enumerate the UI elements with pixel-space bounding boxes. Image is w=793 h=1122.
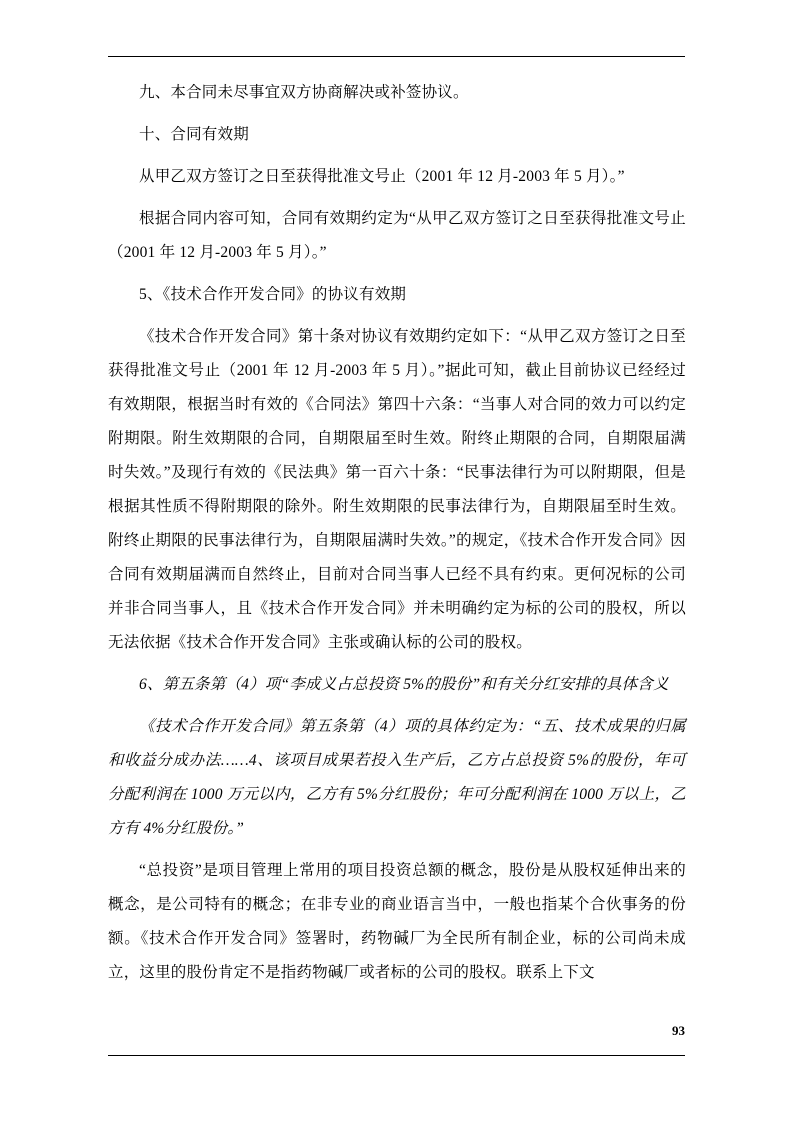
paragraph: 《技术合作开发合同》第十条对协议有效期约定如下：“从甲乙双方签订之日至获得批准文号止（2001 年 12 月-2003 年 5 月）。”据此可知，截止目前协议已经经过有效期限，根据当时有效的《合同法》第四十六条：“当事人对合同的效力可以约定附期限。附生效期限的合同，自期限届至时生效。附终止期限的合同，自期限届满时失效。”及现行有效的《民法典》第一百六十条：“民事法律行为可以附期限，但是根据其性质不得附期限的除外。附生效期限的民事法律行为，自期限届至时生效。附终止期限的民事法律行为，自期限届满时失效。”的规定，《技术合作开发合同》因合同有效期届满而自然终止，目前对合同当事人已经不具有约束。更何况标的公司并非合同当事人，且《技术合作开发合同》并未明确约定为标的公司的股权，所以无法依据《技术合作开发合同》主张或确认标的公司的股权。 [108,328,686,651]
paragraph: 5、《技术合作开发合同》的协议有效期 [139,286,407,303]
header-rule [108,56,685,57]
page-number: 93 [672,1023,685,1038]
paragraph: “总投资”是项目管理上常用的项目投资总额的概念，股份是从股权延伸出来的概念，是公司特有的概念；在非专业的商业语言当中，一般也指某个合伙事务的份额。《技术合作开发合同》签署时，药物碱厂为全民所有制企业，标的公司尚未成立，这里的股份肯定不是指药物碱厂或者标的公司的股权。联系上下文 [108,862,686,981]
document-body [108,76,686,998]
paragraph: 《技术合作开发合同》第五条第（4）项的具体约定为：“五、技术成果的归属和收益分成办法……4、该项目成果若投入生产后，乙方占总投资 5%的股份，年可分配利润在 1000 万元以内，乙方有 5%分红股份；年可分配利润在 1000 万以上，乙方有 4%分红股份。” [108,718,686,837]
footer-rule [108,1055,685,1056]
paragraph: 6、第五条第（4）项“李成义占总投资 5%的股份”和有关分红安排的具体含义 [139,676,669,693]
paragraph: 从甲乙双方签订之日至获得批准文号止（2001 年 12 月-2003 年 5 月）。” [139,168,625,185]
paragraph: 根据合同内容可知，合同有效期约定为“从甲乙双方签订之日至获得批准文号止（2001 年 12 月-2003 年 5 月）。” [108,210,686,261]
paragraph: 十、合同有效期 [139,126,249,143]
paragraph: 九、本合同未尽事宜双方协商解决或补签协议。 [139,84,469,101]
